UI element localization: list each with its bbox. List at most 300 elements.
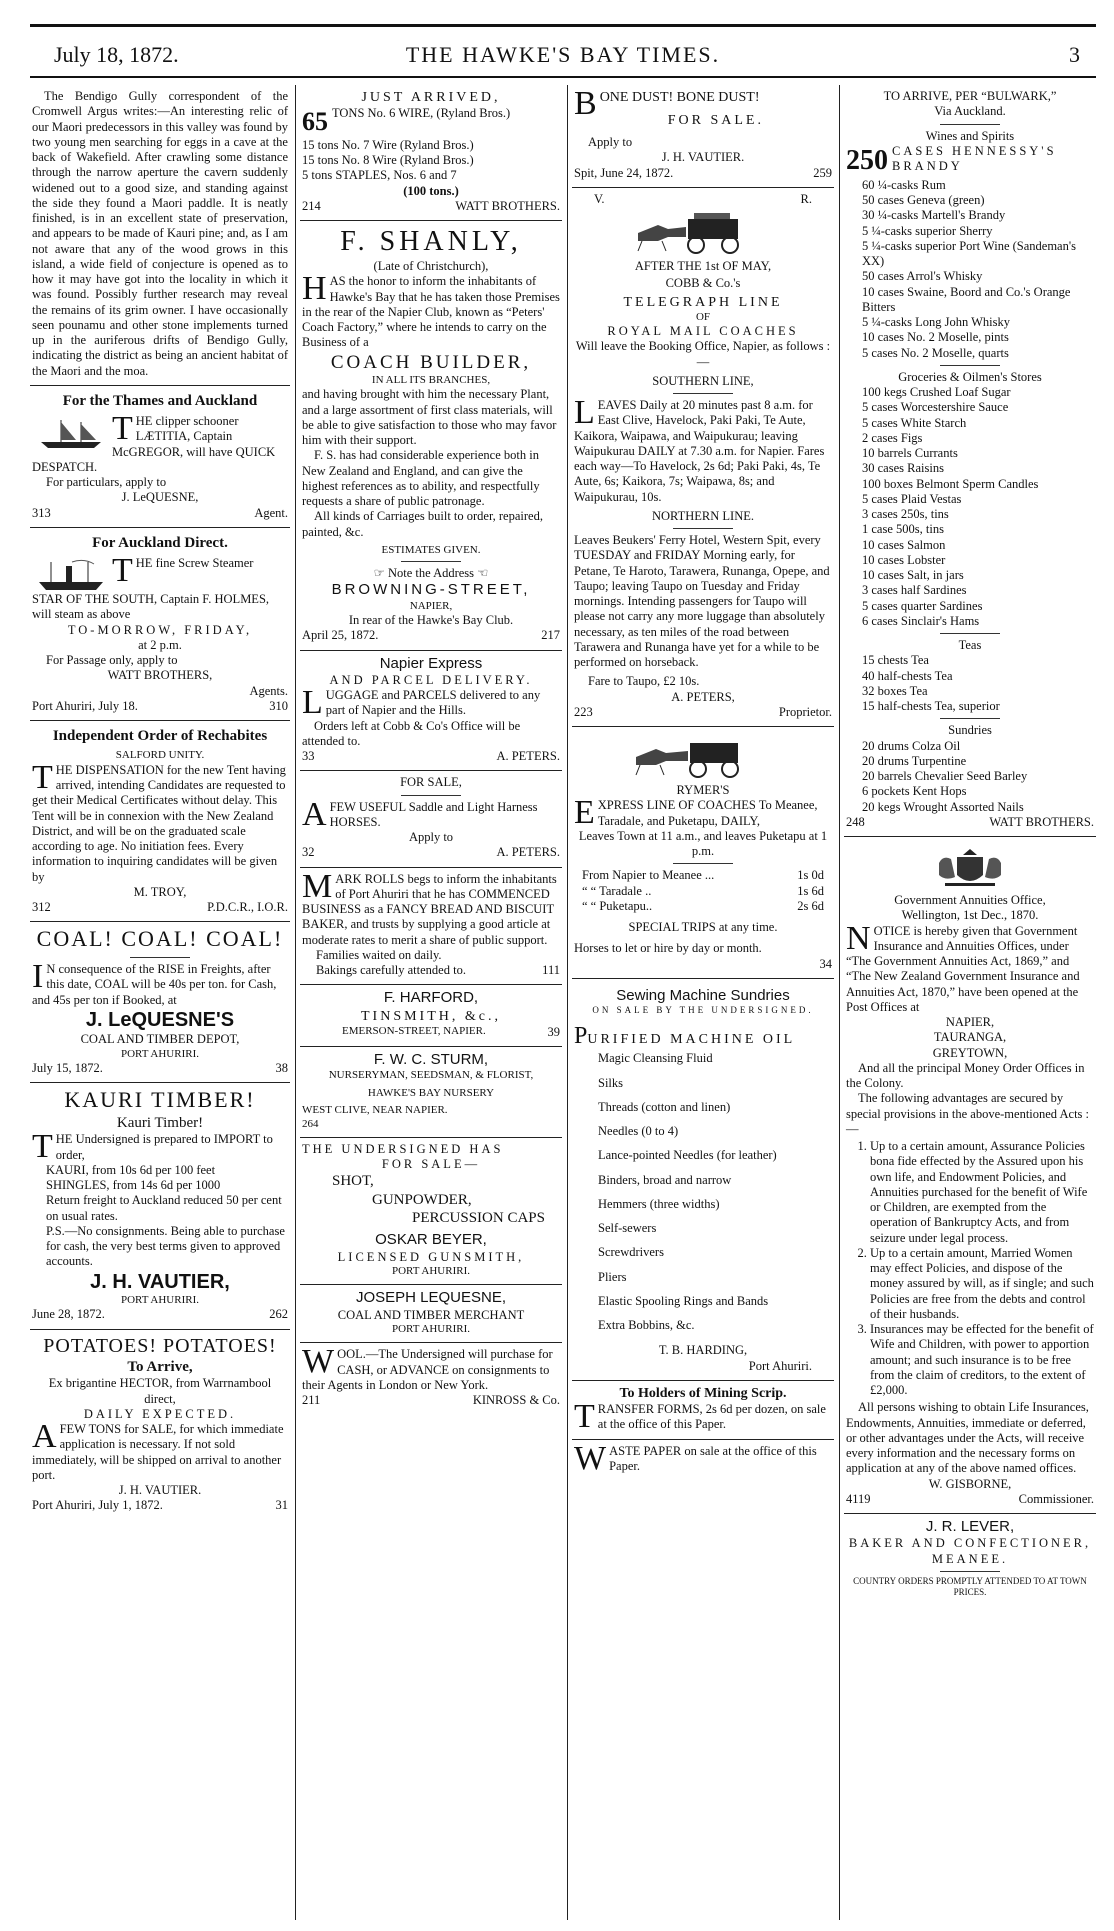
merchant-name: J. H. VAUTIER. xyxy=(661,150,745,165)
column-3 xyxy=(572,85,834,1920)
ad-line: 15 tons No. 8 Wire (Ryland Bros.) xyxy=(302,153,474,168)
ad-place: Port Ahuriri, July 18. xyxy=(32,698,138,713)
ad-date: Wellington, 1st Dec., 1870. xyxy=(901,908,1039,923)
ad-heading: To Holders of Mining Scrip. xyxy=(619,1385,787,1401)
ad-heading: KAURI TIMBER! xyxy=(64,1087,256,1113)
ad-body: The following advantages are secured by special provisions in the above-mentioned Acts :— xyxy=(846,1091,1090,1136)
product-item: 10 cases Swaine, Boord and Co.'s Orange Bitters xyxy=(862,284,1071,314)
ad-number: 31 xyxy=(275,1498,288,1513)
merchant-name: T. B. HARDING, xyxy=(658,1343,748,1358)
dropcap: T xyxy=(112,552,133,590)
product-item: 30 ¼-casks Martell's Brandy xyxy=(862,208,1006,223)
fare-route: “ “ Taradale .. xyxy=(582,883,652,898)
ad-number: 214 xyxy=(302,198,321,213)
ad-line: 5 tons STAPLES, Nos. 6 and 7 xyxy=(302,168,457,183)
ad-line: FOR SALE— xyxy=(381,1157,481,1172)
ad-number: 312 xyxy=(32,900,51,915)
ad-body: All persons wishing to obtain Life Insurances, Endowments, Annuities, immediate or deferred, or other advantages under the Acts, will receive every information and the necessary forms on application at any of the above named offices. xyxy=(846,1400,1089,1476)
trade-line: COAL AND TIMBER MERCHANT xyxy=(337,1307,525,1322)
product-item: 5 cases quarter Sardines xyxy=(862,598,983,613)
dropcap: T xyxy=(574,1398,595,1435)
product-item: 20 drums Colza Oil xyxy=(862,738,961,753)
ad-line: TONS No. 6 WIRE, (Ryland Bros.) xyxy=(332,106,511,121)
fare-line: Fare to Taupo, £2 10s. xyxy=(588,674,700,689)
advantage-item: 1. Up to a certain amount, Assurance Policies bona fide effected by the Assured upon his own life, and Endowment Policies, and Annuities purchased for the benefit of Wife or Children, are exempted from the operation of Bankruptcy Acts, and from seizure under legal process. xyxy=(870,1139,1094,1246)
product-item: 5 cases White Starch xyxy=(862,415,967,430)
ad-cobb xyxy=(572,188,834,727)
ad-line: Return freight to Auckland reduced 50 per cent on usual rates. xyxy=(46,1193,282,1223)
ad-heading: Sewing Machine Sundries xyxy=(616,986,790,1004)
sailing-day: TO-MORROW, FRIDAY, xyxy=(67,622,253,637)
merchant-name: A. PETERS, xyxy=(671,689,735,704)
ad-body: F. S. has had considerable experience both in New Zealand and England, and can give the highest references as to ability, and respectfully requests a share of public patronage. xyxy=(302,448,540,509)
product-item: 6 pockets Kent Hops xyxy=(862,784,967,799)
product-item: CASES HENNESSY'S BRANDY xyxy=(892,143,1057,173)
ad-rechabites xyxy=(30,721,290,922)
product-item: Magic Cleansing Fluid xyxy=(598,1051,713,1066)
ad-apply: Apply to xyxy=(588,135,633,150)
royal-arms-icon xyxy=(925,845,1015,889)
ad-line: DAILY EXPECTED. xyxy=(83,1406,237,1421)
address-line: BROWNING-STREET, xyxy=(331,581,531,599)
ad-subheading: Via Auckland. xyxy=(934,104,1006,119)
product-item: 5 ¼-casks Long John Whisky xyxy=(862,315,1011,330)
ad-annuities xyxy=(844,837,1096,1514)
product-item: 100 kegs Crushed Loaf Sugar xyxy=(862,385,1011,400)
ad-shanly xyxy=(300,221,562,651)
dropcap: B xyxy=(574,85,597,122)
column-rule xyxy=(839,85,840,1920)
ship-icon xyxy=(36,416,106,450)
header-rule-bottom xyxy=(30,76,1096,78)
product-list xyxy=(846,739,1094,815)
product-item: 6 cases Sinclair's Hams xyxy=(862,613,980,628)
ad-heading: COAL! COAL! COAL! xyxy=(36,926,284,952)
place-name: TAURANGA, xyxy=(933,1030,1007,1045)
merchant-name: A. PETERS. xyxy=(496,845,560,860)
fare-price: 1s 6d xyxy=(797,883,824,898)
ship-line: STAR OF THE SOUTH, Captain F. HOLMES, will steam as above xyxy=(32,592,270,622)
dropcap: W xyxy=(302,1343,335,1381)
ad-body: N consequence of the RISE in Freights, after this date, COAL will be 40s per ton. for Cash, and 45s per ton if Booked, at xyxy=(32,962,277,1007)
merchant-name: JOSEPH LEQUESNE, xyxy=(355,1289,507,1307)
ad-subheading: SALFORD UNITY. xyxy=(115,749,205,762)
dropcap: T xyxy=(32,758,53,796)
ad-line: SPECIAL TRIPS at any time. xyxy=(628,920,778,935)
ad-number: 310 xyxy=(269,698,288,713)
ad-subheading: FOR SALE. xyxy=(667,113,764,129)
signer-title: P.D.C.R., I.O.R. xyxy=(207,900,288,915)
ad-number: 259 xyxy=(813,165,832,180)
masthead xyxy=(30,20,1096,80)
ad-line: Ex brigantine HECTOR, from Warrnambool direct, xyxy=(48,1376,272,1406)
article-text: The Bendigo Gully correspondent of the Cromwell Argus writes:—An interesting relic of our Maori predecessors in this valley was found by two young men searching for eggs in a cave at the back of Wakefield. After crawling some distance through the narrow aperture the cavern suddenly widened out to a good size, and standing against the side they found a Maori paddle. It is neatly finished, is in an excellent state of preservation, and appears to be made of Kauri pine; and, as I am not aware that any of the wood grows in this island, a wide field of conjecture is opened as to how it may have got into the locality in which it was found. Possibly further research may reveal the remains of its grim owner. I have occasionally seen pounamu and other stone implements turned up in the auriferous drifts of Bendigo Gully, indicating the district as being an ancient habitat of the Maori and the moa. xyxy=(32,89,288,378)
product-item: 3 cases 250s, tins xyxy=(862,507,949,522)
ad-number: 32 xyxy=(302,845,315,860)
ad-line: Note the Address xyxy=(387,566,475,581)
ad-body: XPRESS LINE OF COACHES To Meanee, Taradale, and Puketapu, DAILY, xyxy=(597,798,818,828)
ad-body: RANSFER FORMS, 2s 6d per dozen, on sale at the office of this Paper. xyxy=(597,1402,826,1432)
merchant-name: J. R. LEVER, xyxy=(925,1518,1015,1536)
trade-line: BAKER AND CONFECTIONER, xyxy=(848,1536,1092,1551)
dropcap: N xyxy=(846,919,871,957)
signer-name: M. TROY, xyxy=(133,884,187,899)
ad-body: FEW TONS for SALE, for which immediate application is necessary. If not sold immediately, will be shipped on arrival to another port. xyxy=(32,1422,284,1482)
ad-place: Port Ahuriri, July 1, 1872. xyxy=(32,1498,163,1513)
product-item: 20 barrels Chevalier Seed Barley xyxy=(862,769,1028,784)
ad-heading: POTATOES! POTATOES! xyxy=(43,1334,277,1357)
ad-line: ROYAL MAIL COACHES xyxy=(607,324,799,339)
merchant-name: F. W. C. STURM, xyxy=(373,1051,489,1069)
ad-apply: For Passage only, apply to xyxy=(46,653,178,668)
merchant-name: WATT BROTHERS. xyxy=(455,198,560,213)
merchant-name: WATT BROTHERS. xyxy=(989,814,1094,829)
ad-number: 217 xyxy=(541,628,560,643)
dropcap: A xyxy=(32,1418,57,1456)
ad-express xyxy=(300,651,562,772)
ad-body: And all the principal Money Order Offices in the Colony. xyxy=(846,1060,1085,1091)
ad-heading: Napier Express xyxy=(379,654,483,672)
office-name: Government Annuities Office, xyxy=(894,893,1046,908)
dropcap: P xyxy=(574,1023,588,1050)
product-item: 5 cases No. 2 Moselle, quarts xyxy=(862,345,1009,360)
sailing-time: at 2 p.m. xyxy=(138,637,182,652)
page-number: 3 xyxy=(1069,42,1080,67)
ad-place: Port Ahuriri. xyxy=(748,1358,812,1373)
ad-beyer xyxy=(300,1138,562,1285)
product-list xyxy=(846,178,1094,361)
dropcap: T xyxy=(112,410,133,448)
ad-line: ESTIMATES GIVEN. xyxy=(381,543,481,556)
crest-letter: R. xyxy=(800,191,812,206)
ad-line: 15 tons No. 7 Wire (Ryland Bros.) xyxy=(302,137,474,152)
ad-rolls xyxy=(300,868,562,986)
ad-number: 211 xyxy=(302,1393,321,1408)
ad-body: All kinds of Carriages built to order, repaired, painted, &c. xyxy=(302,509,543,539)
product-item: 10 cases Salt, in jars xyxy=(862,568,964,583)
product-item: 2 cases Figs xyxy=(862,430,923,445)
ad-waste xyxy=(572,1440,834,1481)
pointing-hand-icon: ☞ xyxy=(373,566,385,581)
product-item: 10 cases Lobster xyxy=(862,552,946,567)
ad-number: 313 xyxy=(32,505,51,520)
product-item: 10 cases No. 2 Moselle, pints xyxy=(862,330,1009,345)
ad-place: MEANEE. xyxy=(931,1551,1009,1566)
ad-line: OF xyxy=(695,310,711,323)
ad-place: NAPIER, xyxy=(409,599,453,612)
section-heading: Teas xyxy=(958,638,982,653)
product-item: Self-sewers xyxy=(598,1221,657,1236)
ad-bulwark xyxy=(844,85,1096,837)
product-item: 15 chests Tea xyxy=(862,653,929,668)
ad-number: 223 xyxy=(574,704,593,719)
dropcap: E xyxy=(574,794,595,832)
ad-wool xyxy=(300,1343,562,1414)
ad-heading: Independent Order of Rechabites xyxy=(52,728,268,745)
ad-line: COBB & Co.'s xyxy=(665,276,741,291)
ad-line: Will leave the Booking Office, Napier, as follows :— xyxy=(575,339,831,369)
dropcap: A xyxy=(302,795,327,833)
fare-price: 1s 0d xyxy=(797,868,824,883)
ad-body: HE Undersigned is prepared to IMPORT to order, xyxy=(55,1132,273,1162)
dropcap: T xyxy=(32,1128,53,1166)
ad-potatoes xyxy=(30,1330,290,1520)
fare-route: “ “ Puketapu.. xyxy=(582,898,653,913)
agent-title: Agents. xyxy=(249,683,288,698)
ad-body: EAVES Daily at 20 minutes past 8 a.m. for East Clive, Havelock, Paki Paki, Te Aute, Kaikora, Waipawa, and Waipukurau; leaving Waipukurau DAILY at 7.30 a.m. for Napier. Fares each way—To Havelock, 2s 6d; Paki Paki, 4s, Te Aute, 6s; Kaikora, 7s; Waipawa, 8s; and Waipukurau, 10s. xyxy=(574,398,825,504)
ad-heading: ONE DUST! BONE DUST! xyxy=(599,90,760,105)
price-line: KAURI, from 10s 6d per 100 feet xyxy=(46,1162,216,1177)
merchant-name: F. HARFORD, xyxy=(383,989,479,1007)
product-item: 10 cases Salmon xyxy=(862,537,946,552)
big-number: 250 xyxy=(846,144,888,176)
merchant-name: A. PETERS. xyxy=(496,749,560,764)
product-item: 20 drums Turpentine xyxy=(862,753,967,768)
product-item: 5 cases Plaid Vestas xyxy=(862,491,962,506)
price-line: SHINGLES, from 14s 6d per 1000 xyxy=(46,1178,221,1193)
dropcap: I xyxy=(32,958,44,996)
product-item: Extra Bobbins, &c. xyxy=(598,1318,695,1333)
proprietor-title: Proprietor. xyxy=(778,704,832,719)
ad-line: TELEGRAPH LINE xyxy=(623,294,783,310)
ad-auckland xyxy=(30,528,290,721)
ad-bonedust xyxy=(572,85,834,188)
ad-number: 39 xyxy=(547,1024,560,1039)
merchant-name: OSKAR BEYER, xyxy=(375,1231,487,1249)
trade-line: LICENSED GUNSMITH, xyxy=(337,1249,525,1264)
ad-body: HE DISPENSATION for the new Tent having arrived, intending Candidates are requested to get their Medical Certificates without delay. This Tent will be in connexion with the New Zealand District, and will be on the graduated scale according to age. No initiation fees. Every information to inquiring candidates will be given by xyxy=(32,762,286,884)
ad-number: 262 xyxy=(269,1307,288,1322)
merchant-name: KINROSS & Co. xyxy=(472,1393,560,1408)
ad-coal xyxy=(30,922,290,1083)
ad-line: THE UNDERSIGNED HAS xyxy=(302,1141,504,1156)
ad-lequesne xyxy=(300,1285,562,1343)
product-item: Threads (cotton and linen) xyxy=(598,1099,731,1114)
ad-heading: F. SHANLY, xyxy=(340,226,522,258)
product-item: Elastic Spooling Rings and Bands xyxy=(598,1293,769,1308)
advantage-item: 3. Insurances may be effected for the benefit of Wife and Children, with power to apportion amount; and such insurance is to be free from the claim of creditors, to the extent of £2,000. xyxy=(870,1322,1094,1398)
ad-harford xyxy=(300,985,562,1047)
ad-number: 34 xyxy=(819,956,832,971)
coach-icon xyxy=(628,735,778,779)
product-item: 5 cases Worcestershire Sauce xyxy=(862,400,1009,415)
ad-body: ARK ROLLS begs to inform the inhabitants of Port Ahuriri that he has COMMENCED BUSINESS as a FANCY BREAD AND BISCUIT BAKER, and trusts by supplying a good article at moderate rates to merit a share of public support. xyxy=(302,871,557,947)
ad-line: COUNTRY ORDERS PROMPTLY ATTENDED TO AT TOWN PRICES. xyxy=(853,1575,1087,1597)
product-item: 3 cases half Sardines xyxy=(862,583,967,598)
ad-number: 4119 xyxy=(846,1491,871,1506)
ad-number: 248 xyxy=(846,814,865,829)
product-item: Silks xyxy=(598,1075,624,1090)
fare-route: From Napier to Meanee ... xyxy=(582,868,715,883)
ad-thames xyxy=(30,386,290,528)
merchant-name: J. H. VAUTIER, xyxy=(90,1270,230,1293)
section-heading: Groceries & Oilmen's Stores xyxy=(898,369,1042,384)
ad-line: Families waited on daily. xyxy=(316,947,442,962)
ad-place: PORT AHURIRI. xyxy=(121,1047,199,1060)
ad-number: 38 xyxy=(275,1060,288,1075)
ad-line: Horses to let or hire by day or month. xyxy=(574,941,762,956)
place-name: NAPIER, xyxy=(945,1015,995,1030)
ad-subheading: (Late of Christchurch), xyxy=(373,259,489,274)
ad-lever xyxy=(844,1514,1096,1604)
agent-name: J. LeQUESNE, xyxy=(121,490,199,505)
product-item: 40 half-chests Tea xyxy=(862,668,953,683)
ad-body: OOL.—The Undersigned will purchase for CASH, or ADVANCE on consignments to their Agents in London or New York. xyxy=(302,1347,553,1392)
ad-place: PORT AHURIRI. xyxy=(392,1264,470,1277)
ad-scrip xyxy=(572,1381,834,1440)
dropcap: L xyxy=(302,684,323,722)
ad-place: PORT AHURIRI. xyxy=(392,1322,470,1335)
newspaper-page xyxy=(30,20,1096,1920)
product-item: 50 cases Arrol's Whisky xyxy=(862,269,983,284)
merchant-name: J. LeQUESNE'S xyxy=(85,1008,235,1031)
ad-wire xyxy=(300,85,562,221)
advantages-list xyxy=(846,1139,1094,1398)
product-item: 32 boxes Tea xyxy=(862,683,928,698)
ad-subheading: Kauri Timber! xyxy=(116,1115,204,1131)
product-item: 5 ¼-casks superior Port Wine (Sandeman's XX) xyxy=(862,238,1076,269)
signer-title: Commissioner. xyxy=(1018,1491,1094,1506)
ad-body: UGGAGE and PARCELS delivered to any part of Napier and the Hills. xyxy=(325,688,541,718)
route-heading: NORTHERN LINE. xyxy=(651,508,754,523)
header-rule xyxy=(30,24,1096,27)
stagecoach-icon xyxy=(628,211,778,255)
product-item: 100 boxes Belmont Sperm Candles xyxy=(862,476,1039,491)
ad-place: Spit, June 24, 1872. xyxy=(574,165,674,180)
ad-apply: Apply to xyxy=(408,830,454,845)
ad-heading: RYMER'S xyxy=(676,783,730,798)
ad-line: In rear of the Hawke's Bay Club. xyxy=(348,613,514,628)
ad-body: Leaves Town at 11 a.m., and leaves Puketapu at 1 p.m. xyxy=(578,828,828,859)
ad-apply: For particulars, apply to xyxy=(46,475,167,490)
issue-date: July 18, 1872. xyxy=(54,42,179,67)
column-4 xyxy=(844,85,1096,1920)
ad-body: HE fine Screw Steamer xyxy=(135,556,254,571)
ad-date: April 25, 1872. xyxy=(302,628,379,643)
section-heading: Sundries xyxy=(948,723,992,738)
product-list xyxy=(846,385,1094,629)
column-2 xyxy=(300,85,562,1920)
ad-body: ASTE PAPER on sale at the office of this Paper. xyxy=(609,1443,817,1473)
product-line: GUNPOWDER, xyxy=(372,1191,472,1208)
article-bendigo xyxy=(30,85,290,386)
dropcap: H xyxy=(302,270,327,308)
ad-date: June 28, 1872. xyxy=(32,1307,105,1322)
column-rule xyxy=(567,85,568,1920)
newspaper-title: THE HAWKE'S BAY TIMES. xyxy=(405,42,721,67)
column-1 xyxy=(30,85,290,1920)
product-item: Pliers xyxy=(598,1269,627,1284)
product-item: 50 cases Geneva (green) xyxy=(862,193,985,208)
dropcap: M xyxy=(302,867,333,905)
steamer-icon xyxy=(36,558,106,592)
product-item: 5 ¼-casks superior Sherry xyxy=(862,223,993,238)
product-item: Hemmers (three widths) xyxy=(598,1196,720,1211)
product-item: Screwdrivers xyxy=(598,1245,664,1260)
trade-line: COACH BUILDER, xyxy=(330,351,532,373)
product-list xyxy=(846,653,1094,714)
advantage-item: 2. Up to a certain amount, Married Women may effect Policies, and dispose of the money assured by will, as if single; and such Policies are free from the debts and control of their husbands. xyxy=(870,1246,1094,1322)
ad-number: 264 xyxy=(302,1117,319,1130)
product-item: 15 half-chests Tea, superior xyxy=(862,699,1000,714)
trade-line: TINSMITH, &c., xyxy=(361,1008,501,1024)
product-item: URIFIED MACHINE OIL xyxy=(587,1032,796,1048)
product-item: 10 barrels Currants xyxy=(862,446,958,461)
ad-heading: JUST ARRIVED, xyxy=(361,90,501,105)
ad-place: WEST CLIVE, NEAR NAPIER. xyxy=(302,1104,448,1117)
crest-letter: V. xyxy=(594,191,605,206)
product-item: 20 kegs Wrought Assorted Nails xyxy=(862,799,1024,814)
ad-line: (100 tons.) xyxy=(403,183,459,198)
ad-line: IN ALL ITS BRANCHES, xyxy=(371,373,491,386)
signer-name: W. GISBORNE, xyxy=(928,1476,1012,1491)
agent-title: Agent. xyxy=(254,505,288,520)
ad-sturm xyxy=(300,1047,562,1138)
trade-line: NURSERYMAN, SEEDSMAN, & FLORIST, xyxy=(328,1069,534,1082)
place-name: GREYTOWN, xyxy=(932,1045,1008,1060)
product-item: 1 case 500s, tins xyxy=(862,522,944,537)
ad-number: 33 xyxy=(302,749,315,764)
ad-heading: TO ARRIVE, PER “BULWARK,” xyxy=(883,89,1057,103)
product-item: 30 cases Raisins xyxy=(862,461,944,476)
ad-body: Leaves Beukers' Ferry Hotel, Western Spit, every TUESDAY and FRIDAY Morning early, for Petane, Te Haroto, Tarawera, Runanga, Opepe, and Taupo; leaving Taupo on Tuesday and Friday mornings. Intending passengers for Taupo will please not carry any more luggage than absolutely necessary, as ten miles of the road between Tarawera and Runanga have yet for a while to be performed on horseback. xyxy=(574,533,830,670)
ad-subheading: To Arrive, xyxy=(127,1358,193,1375)
product-item: Lance-pointed Needles (for leather) xyxy=(598,1148,777,1163)
ad-date: July 15, 1872. xyxy=(32,1060,103,1075)
ad-body: Orders left at Cobb & Co's Office will be attended to. xyxy=(302,718,521,748)
product-list xyxy=(574,1051,832,1333)
product-item: Needles (0 to 4) xyxy=(598,1124,679,1139)
ad-horses xyxy=(300,771,562,867)
ad-body: OTICE is hereby given that Government Insurance and Annuities Offices, under “The Government Annuities Act, 1869,” and “The New Zealand Government Insurance and Annuities Act, 1870,” have been opened at the Post Offices at xyxy=(846,923,1080,1014)
dropcap: W xyxy=(574,1439,607,1477)
pointing-hand-icon: ☜ xyxy=(477,566,489,581)
ad-subheading: AND PARCEL DELIVERY. xyxy=(329,672,533,687)
ad-body: AS the honor to inform the inhabitants of Hawke's Bay that he has taken those Premises in the rear of the Napier Club, known as “Peters' Coach Factory,” where he intends to carry on the Business of a xyxy=(302,274,560,350)
dropcap: L xyxy=(574,394,595,432)
ad-rymer xyxy=(572,727,834,979)
section-heading: Wines and Spirits xyxy=(925,128,1015,143)
ad-sewing xyxy=(572,979,834,1381)
ad-line: P.S.—No consignments. Being able to purchase for cash, the very best terms given to approved accounts. xyxy=(46,1223,285,1269)
product-line: PERCUSSION CAPS xyxy=(412,1210,545,1227)
ad-body: HE clipper schooner LÆTITIA, Captain McGREGOR, will have QUICK DESPATCH. xyxy=(32,414,276,474)
ad-place: EMERSON-STREET, NAPIER. xyxy=(342,1024,486,1037)
merchant-name: J. H. VAUTIER. xyxy=(118,1483,202,1498)
column-rule xyxy=(295,85,296,1920)
ad-body: FEW USEFUL Saddle and Light Harness HORSES. xyxy=(329,799,538,829)
product-item: Binders, broad and narrow xyxy=(598,1172,732,1187)
big-number: 65 xyxy=(302,107,328,137)
agent-name: WATT BROTHERS, xyxy=(107,668,213,683)
ad-body: and having brought with him the necessary Plant, and a large assortment of first class materials, will be able to give satisfaction to those who may favor him with their support. xyxy=(302,387,557,448)
product-line: SHOT, xyxy=(332,1173,374,1190)
ad-heading: FOR SALE, xyxy=(400,775,462,790)
product-item: 60 ¼-casks Rum xyxy=(862,177,946,192)
ad-line: AFTER THE 1st OF MAY, xyxy=(634,259,772,274)
ad-kauri xyxy=(30,1083,290,1329)
ad-subheading: ON SALE BY THE UNDERSIGNED. xyxy=(592,1005,814,1016)
ad-number: 111 xyxy=(542,963,560,978)
depot-line: COAL AND TIMBER DEPOT, xyxy=(80,1032,240,1047)
ad-place: PORT AHURIRI. xyxy=(121,1293,199,1306)
ad-heading: For Auckland Direct. xyxy=(92,534,228,551)
ad-heading: For the Thames and Auckland xyxy=(62,392,258,409)
ad-line: Bakings carefully attended to. xyxy=(316,963,466,978)
fare-price: 2s 6d xyxy=(797,898,824,913)
ad-line: HAWKE'S BAY NURSERY xyxy=(367,1086,495,1099)
route-heading: SOUTHERN LINE, xyxy=(652,373,754,388)
